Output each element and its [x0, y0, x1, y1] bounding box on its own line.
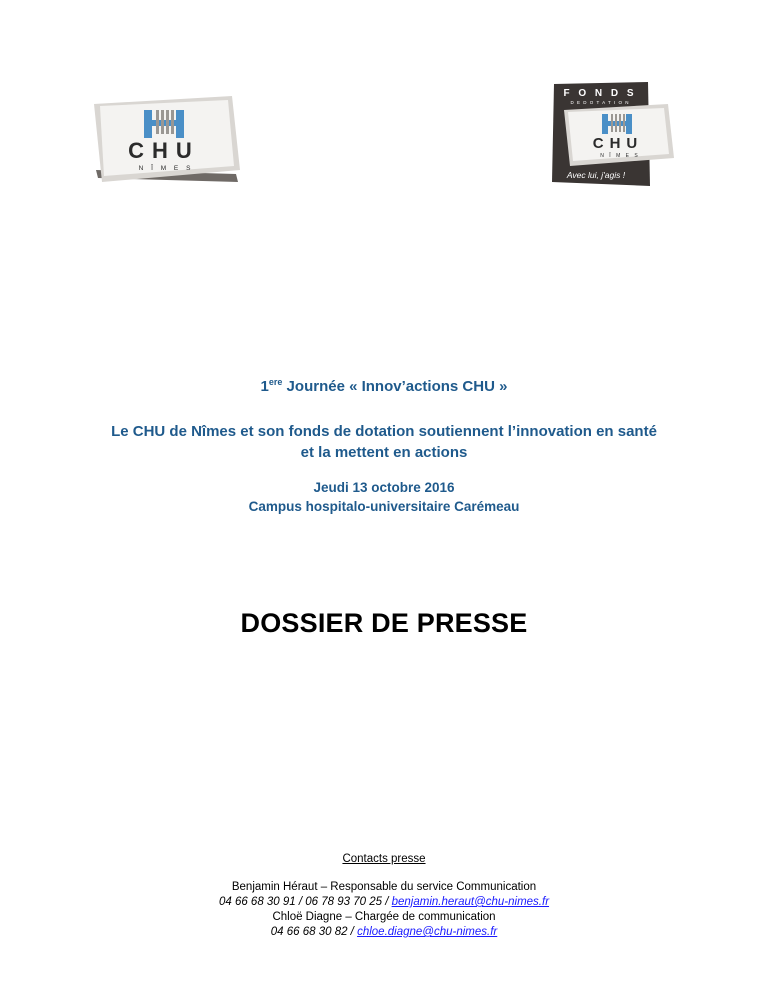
- event-title-text: Journée « Innov’actions CHU »: [282, 378, 508, 395]
- logo-left-wordmark: CHU: [128, 138, 200, 163]
- subtitle-line-2: et la mettent en actions: [300, 444, 468, 461]
- contact-phone-2: 04 66 68 30 82 /: [270, 926, 358, 938]
- event-number: 1: [260, 378, 269, 395]
- contact-person-2: Chloë Diagne – Chargée de communication: [272, 911, 496, 923]
- event-date-venue: [0, 478, 768, 516]
- logo-right-top-line2: D E D O T A T I O N: [570, 100, 630, 105]
- event-number-suffix: ere: [268, 377, 283, 387]
- subtitle-line-1: Le CHU de Nîmes et son fonds de dotation soutiennent l’innovation en santé: [111, 423, 657, 440]
- event-title: [0, 378, 768, 395]
- contacts-heading: Contacts presse: [342, 853, 426, 865]
- contacts-block: [0, 880, 768, 940]
- document-title: DOSSIER DE PRESSE: [240, 608, 528, 638]
- event-date: Jeudi 13 octobre 2016: [313, 480, 455, 495]
- logo-right-city: N Î M E S: [600, 153, 640, 159]
- event-venue: Campus hospitalo-universitaire Carémeau: [248, 499, 520, 514]
- logo-left-city: N Î M E S: [138, 165, 194, 172]
- contact-phone-line-2: [0, 925, 768, 940]
- fonds-de-dotation-logo: [548, 82, 678, 186]
- logo-right-top-line1: F O N D S: [563, 88, 637, 99]
- contact-email-1-link[interactable]: benjamin.heraut@chu-nimes.fr: [391, 896, 550, 908]
- chu-nimes-logo: [92, 96, 242, 184]
- contact-phone-line-1: [0, 895, 768, 910]
- contact-email-2-link[interactable]: chloe.diagne@chu-nimes.fr: [357, 926, 498, 938]
- contact-person-1: Benjamin Héraut – Responsable du service Communication: [231, 881, 537, 893]
- logo-right-tagline: Avec lui, j'agis !: [566, 170, 626, 180]
- contact-phone-1: 04 66 68 30 91 / 06 78 93 70 25 /: [218, 896, 392, 908]
- event-subtitle: [0, 421, 768, 463]
- logo-right-wordmark: CHU: [592, 135, 644, 152]
